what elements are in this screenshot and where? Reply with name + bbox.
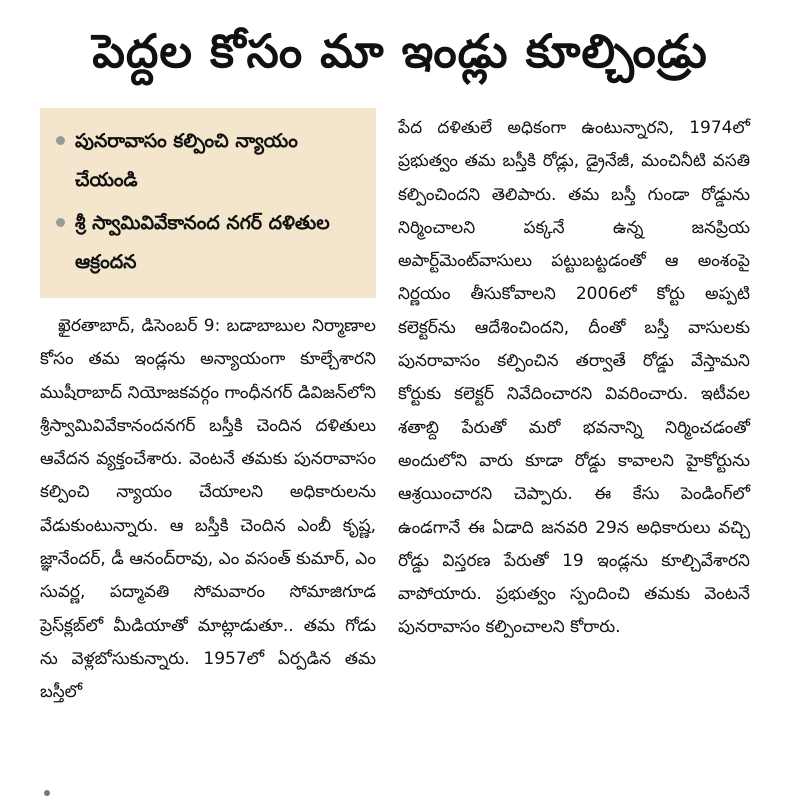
bullet-icon [56,136,65,145]
right-column [398,112,750,645]
headline: పెద్దల కోసం మా ఇండ్లు కూల్చిండ్రు [92,24,708,78]
left-column [40,108,376,710]
highlight-item [56,204,362,282]
highlight-text: శ్రీ స్వామివివేకానంద నగర్ దళితుల ఆక్రందన [75,212,330,273]
article-body-right: పేద దళితులే అధికంగా ఉంటున్నారని, 1974లో ప్రభుత్వం తమ బస్తీకి రోడ్లు, డ్రైనేజీ, మంచినీటి వసతి కల్పించిందని తెలిపారు. తమ బస్తీ గుండా రోడ్డును నిర్మించాలని పక్కనే ఉన్న జనప్రియ అపార్ట్‌మెంట్‌వాసులు పట్టుబట్టడంతో ఆ అంశంపై నిర్ణయం తీసుకోవాలని 2006లో కోర్టు అప్పటి కలెక్టర్‌ను ఆదేశించిందని, దీంతో బస్తీ వాసులకు పునరావాసం కల్పించిన తర్వాతే రోడ్డు వేస్తామని కోర్టుకు కలెక్టర్ నివేదించారని వివరించారు. ఇటీవల శతాబ్ది పేరుతో మరో భవనాన్ని నిర్మించడంతో అందులోని వారు కూడా రోడ్డు కావాలని హైకోర్టును ఆశ్రయించారని చెప్పారు. ఈ కేసు పెండింగ్‌లో ఉండగానే ఈ ఏడాది జనవరి 29న అధికారులు వచ్చి రోడ్డు విస్తరణ పేరుతో 19 ఇండ్లను కూల్చివేశారని వాపోయారు. ప్రభుత్వం స్పందించి తమకు వెంటనే పునరావాసం కల్పించాలని కోరారు. [398,118,750,638]
bullet-icon [44,790,50,796]
highlight-text: పునరావాసం కల్పించి న్యాయం చేయండి [75,130,298,191]
highlight-item [56,122,362,200]
article-body-left: ఖైరతాబాద్, డిసెంబర్ 9: బడాబాబుల నిర్మాణాల కోసం తమ ఇండ్లను అన్యాయంగా కూల్చేశారని ముషీరాబాద్ నియోజకవర్గం గాంధీనగర్ డివిజన్‌లోని శ్రీస్వామివివేకానందనగర్ బస్తీకి చెందిన దళితులు ఆవేదన వ్యక్తంచేశారు. వెంటనే తమకు పునరావాసం కల్పించి న్యాయం చేయాలని అధికారులను వేడుకుంటున్నారు. ఆ బస్తీకి చెందిన ఎంబీ కృష్ణ, జ్ఞానేందర్, డీ ఆనంద్‌రావు, ఎం వసంత్ కుమార్, ఎం సువర్ణ, పద్మావతి సోమవారం సోమాజిగూడ ప్రెస్‌క్లబ్‌లో మీడియాతో మాట్లాడుతూ.. తమ గోడు ను వెళ్లబోసుకున్నారు. 1957లో ఏర్పడిన తమ బస్తీలో [40,316,376,703]
highlight-box [40,108,376,298]
bullet-icon [56,218,65,227]
